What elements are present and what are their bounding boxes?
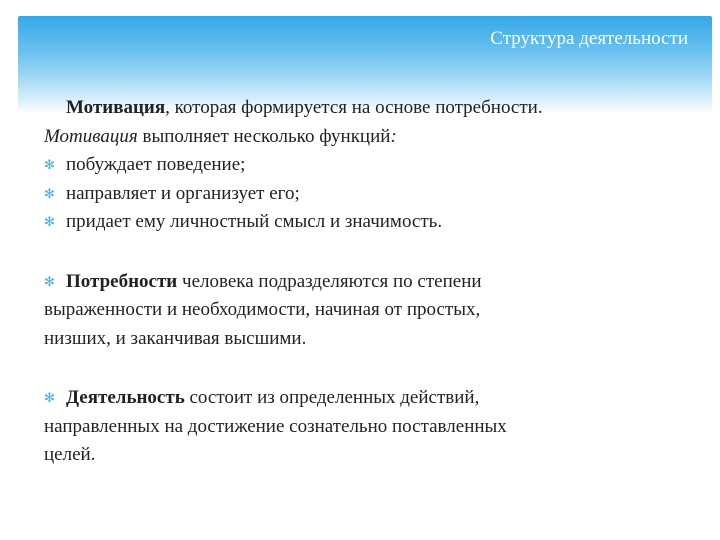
list-item-text: направляет и организует его;	[66, 182, 300, 204]
motivation-line	[44, 94, 694, 123]
list-item	[44, 151, 694, 180]
needs-term: Потребности	[66, 270, 178, 292]
bullet-icon: ✻	[44, 390, 55, 405]
needs-paragraph-line: низших, и заканчивая высшими.	[44, 327, 307, 349]
slide-content	[44, 94, 694, 470]
slide-title: Структура деятельности	[490, 28, 688, 49]
functions-text: выполняет несколько функций	[137, 125, 391, 147]
activity-term: Деятельность	[66, 387, 185, 408]
needs-paragraph-line	[44, 268, 694, 297]
motivation-text: , которая формируется на основе потребности.	[165, 97, 543, 118]
list-item-text: побуждает поведение;	[66, 154, 246, 175]
list-item-text: придает ему личностный смысл и значимость.	[66, 211, 443, 232]
bullet-icon: ✻	[44, 214, 55, 229]
bullet-icon: ✻	[44, 273, 55, 289]
bullet-icon: ✻	[44, 185, 55, 201]
list-item	[44, 208, 694, 237]
motivation-italic-term: Мотивация	[44, 125, 138, 147]
motivation-functions-line	[44, 123, 694, 152]
needs-paragraph-line: выраженности и необходимости, начиная от простых,	[44, 299, 481, 320]
bullet-icon: ✻	[44, 157, 55, 172]
activity-paragraph-line: направленных на достижение сознательно поставленных	[44, 415, 507, 437]
functions-colon: :	[390, 125, 397, 147]
needs-text: человека подразделяются по степени	[177, 270, 482, 292]
activity-text: состоит из определенных действий,	[184, 387, 480, 408]
activity-paragraph-line: целей.	[44, 444, 96, 465]
activity-paragraph-line	[44, 384, 694, 413]
list-item	[44, 180, 694, 209]
motivation-term: Мотивация	[66, 97, 166, 118]
